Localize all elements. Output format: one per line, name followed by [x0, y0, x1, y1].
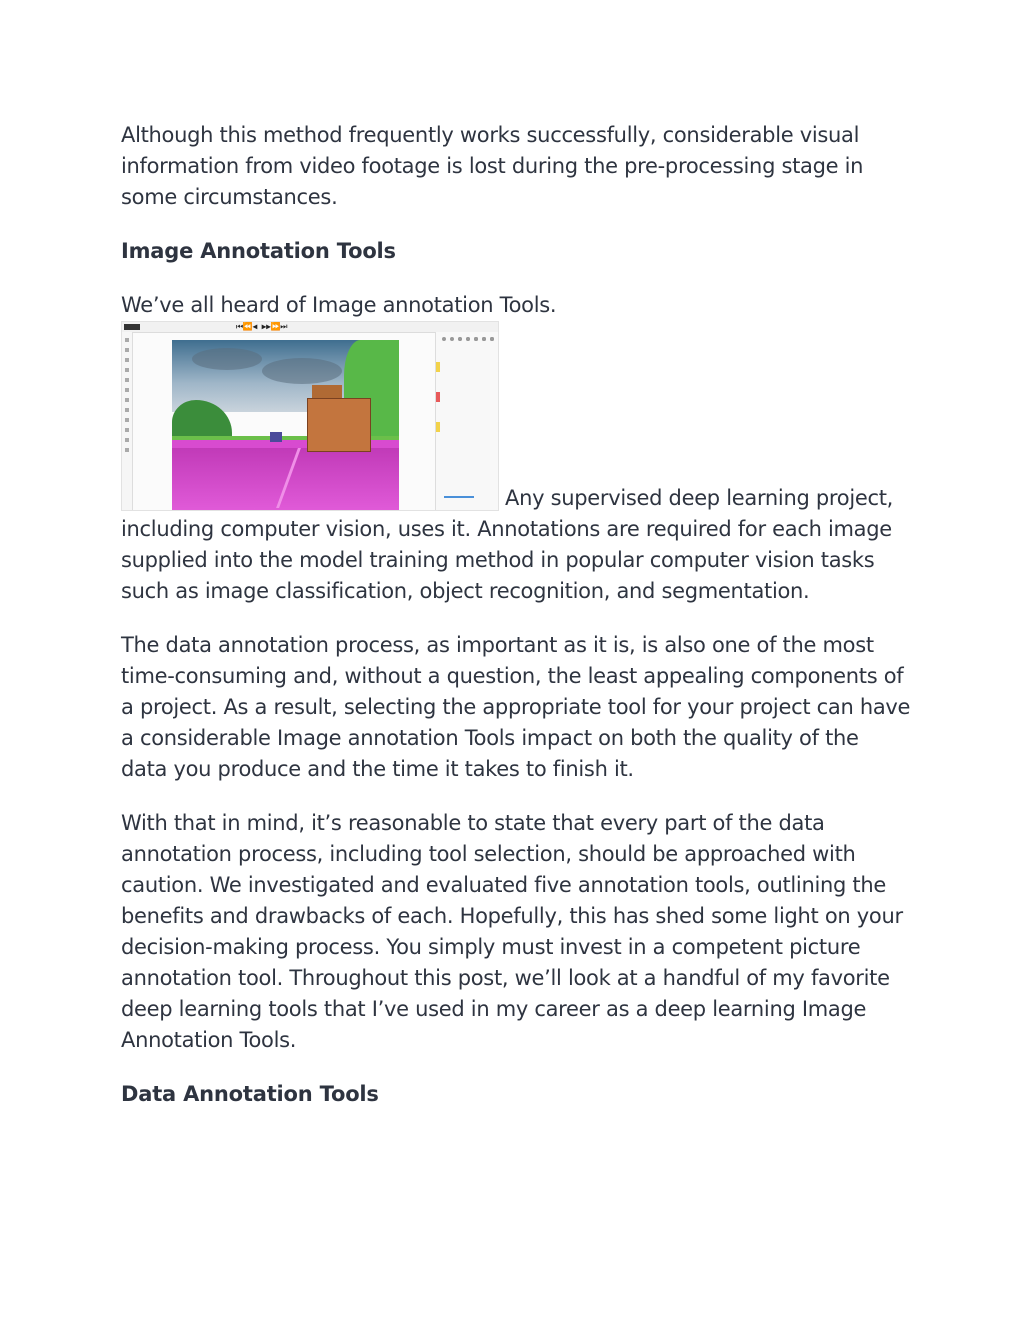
- tool-icon: [125, 448, 129, 452]
- label-dot: [450, 337, 454, 341]
- tool-sidebar: [122, 332, 133, 510]
- label-dot: [458, 337, 462, 341]
- color-marker: [436, 422, 440, 432]
- intro-paragraph: Although this method frequently works successfully, considerable visual information from video footage is lost during the pre-processing stage in some circumstances.: [121, 123, 864, 209]
- label-dot: [498, 337, 499, 341]
- label-dot: [482, 337, 486, 341]
- truck-segment: [307, 398, 371, 452]
- label-dot: [498, 337, 499, 341]
- tool-icon: [125, 438, 129, 442]
- cloud: [262, 358, 342, 384]
- tool-icon: [125, 348, 129, 352]
- annotation-tool-screenshot: [121, 321, 499, 511]
- heard-paragraph: We’ve all heard of Image annotation Tools.: [121, 293, 557, 317]
- tool-icon: [125, 378, 129, 382]
- tool-icon: [125, 388, 129, 392]
- tool-icon: [125, 428, 129, 432]
- tool-icon: [125, 408, 129, 412]
- heading-image-annotation-tools: Image Annotation Tools: [121, 239, 396, 263]
- color-marker: [436, 392, 440, 402]
- heading-data-annotation-tools: Data Annotation Tools: [121, 1082, 379, 1106]
- tool-icon: [125, 398, 129, 402]
- label-dot: [474, 337, 478, 341]
- segmented-street-image: [172, 340, 399, 510]
- label-dot: [466, 337, 470, 341]
- color-marker: [436, 362, 440, 372]
- document-page: [121, 120, 911, 1110]
- label-panel: [435, 332, 498, 510]
- playback-controls: ⏮⏪◀ ▶▶⏩⏭: [236, 322, 288, 331]
- cloud: [192, 348, 262, 370]
- label-dot: [442, 337, 446, 341]
- tool-icon: [125, 418, 129, 422]
- tool-logo: [124, 324, 140, 330]
- selection-bar: [444, 496, 474, 498]
- car-segment: [270, 432, 282, 442]
- process-paragraph: The data annotation process, as important as it is, is also one of the most time-consuming and, without a question, the least appealing components of a project. As a result, selecting the appropriate tool for your project can have a considerable Image annotation Tools impact on both the quality of the data you produce and the time it takes to finish it.: [121, 633, 911, 781]
- tool-icon: [125, 338, 129, 342]
- label-dot: [490, 337, 494, 341]
- caution-paragraph: With that in mind, it’s reasonable to state that every part of the data annotation process, including tool selection, should be approached with caution. We investigated and evaluated five annotation tools, outlining the benefits and drawbacks of each. Hopefully, this has shed some light on your decision-making process. You simply must invest in a competent picture annotation tool. Throughout this post, we’ll look at a handful of my favorite deep learning tools that I’ve used in my career as a deep learning Image Annotation Tools.: [121, 811, 903, 1052]
- supervised-paragraph-with-figure: [121, 321, 911, 607]
- tool-icon: [125, 358, 129, 362]
- label-dot: [498, 337, 499, 341]
- supervised-text: Any supervised deep learning project, including computer vision, uses it. Annotations are required for each image supplied into the model training method in popular computer vision tasks such as image classification, object recognition, and segmentation.: [121, 486, 894, 603]
- tool-icon: [125, 368, 129, 372]
